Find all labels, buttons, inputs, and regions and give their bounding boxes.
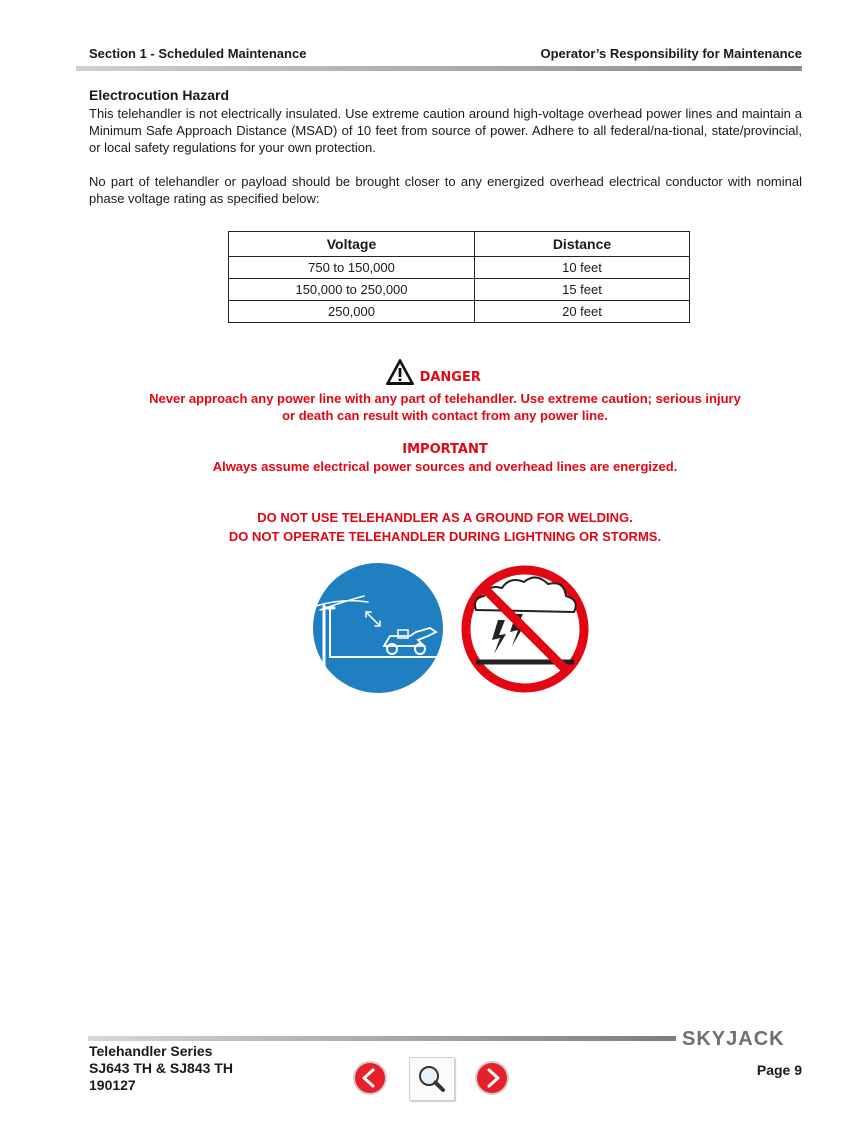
paragraph-insulation: This telehandler is not electrically insulated. Use extreme caution around high-voltage overhead power lines and maintain a Minimum Safe Approach Distance (MSAD) of 10 feet from source of power. Adhere to all federal/na-tional, state/provincial, or local safety regulations for your own protection. [89, 106, 802, 155]
previous-page-button[interactable] [352, 1060, 388, 1101]
table-row [229, 279, 690, 301]
header-divider [76, 66, 802, 71]
table-row [229, 301, 690, 323]
magnifier-icon [410, 1058, 454, 1100]
footer-divider [88, 1036, 676, 1041]
danger-label: DANGER [419, 370, 481, 385]
table-row [229, 257, 690, 279]
chevron-left-icon [352, 1060, 388, 1096]
table-cell-voltage: 250,000 [229, 301, 475, 323]
danger-line-2: or death can result with contact from any power line. [282, 408, 608, 423]
table-cell-voltage: 150,000 to 250,000 [229, 279, 475, 301]
important-label: IMPORTANT [402, 442, 488, 457]
table-cell-voltage: 750 to 150,000 [229, 257, 475, 279]
header-topic-title: Operator’s Responsibility for Maintenance [540, 46, 802, 61]
danger-heading [0, 358, 866, 386]
danger-line-1: Never approach any power line with any part of telehandler. Use extreme caution; serious injury [149, 391, 741, 406]
storm-warning: DO NOT OPERATE TELEHANDLER DURING LIGHTNING OR STORMS. [228, 529, 662, 544]
welding-warning: DO NOT USE TELEHANDLER AS A GROUND FOR WELDING. [257, 510, 633, 525]
danger-message [0, 390, 866, 424]
footer-series: Telehandler Series [89, 1043, 213, 1059]
warning-triangle-icon [385, 358, 415, 386]
table-cell-distance: 10 feet [475, 257, 690, 279]
table-cell-distance: 15 feet [475, 279, 690, 301]
power-line-clearance-icon [312, 562, 444, 694]
header-section-title: Section 1 - Scheduled Maintenance [89, 46, 307, 61]
svg-text:SKYJACK: SKYJACK [682, 1028, 785, 1050]
important-message: Always assume electrical power sources and overhead lines are energized. [212, 459, 678, 474]
footer-doc-info [89, 1043, 233, 1094]
skyjack-logo [680, 1024, 804, 1050]
page-number: Page 9 [756, 1062, 802, 1078]
table-header-voltage: Voltage [229, 232, 475, 257]
search-button[interactable] [409, 1057, 455, 1101]
table-header-distance: Distance [475, 232, 690, 257]
section-heading: Electrocution Hazard [89, 87, 230, 103]
chevron-right-icon [474, 1060, 510, 1096]
table-header-row [229, 232, 690, 257]
footer-doc-number: 190127 [89, 1077, 136, 1093]
next-page-button[interactable] [474, 1060, 510, 1101]
table-cell-distance: 20 feet [475, 301, 690, 323]
footer-models: SJ643 TH & SJ843 TH [89, 1060, 233, 1076]
voltage-distance-table [228, 231, 690, 323]
no-lightning-icon [458, 562, 592, 696]
paragraph-clearance: No part of telehandler or payload should be brought closer to any energized overhead electrical conductor with nominal phase voltage rating as specified below: [89, 174, 802, 206]
